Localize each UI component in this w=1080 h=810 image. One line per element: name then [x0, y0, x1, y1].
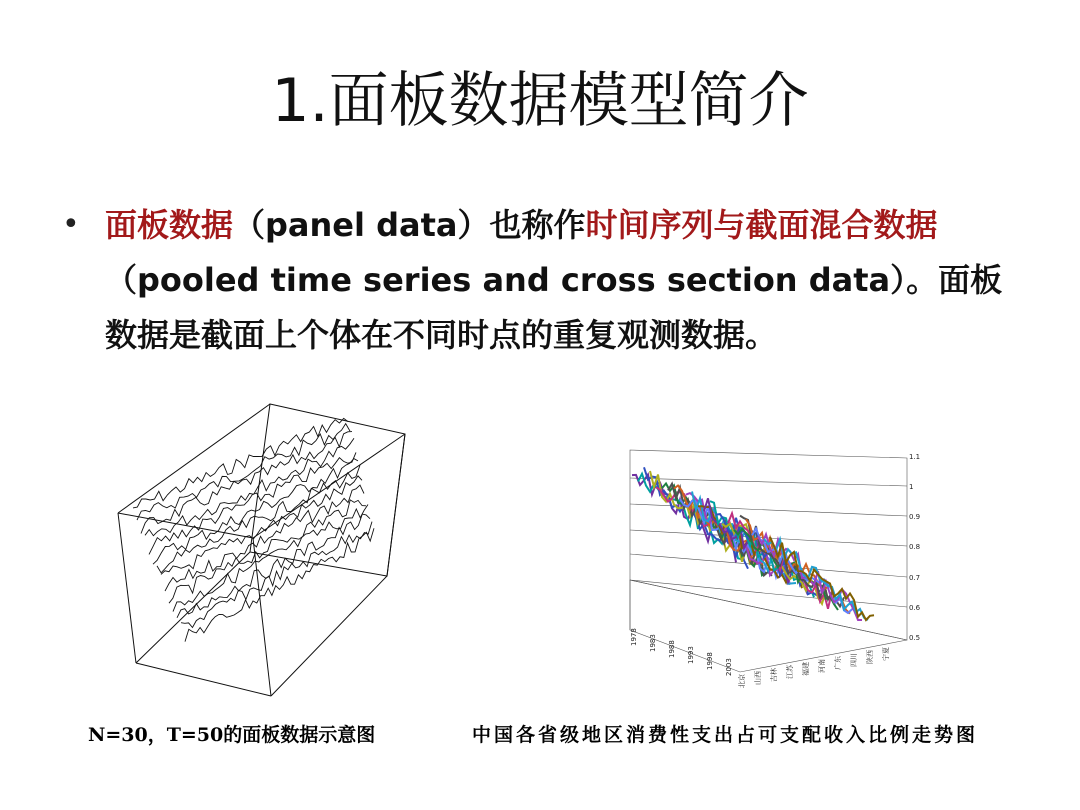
left-figure-caption: N=30，T=50的面板数据示意图	[88, 724, 376, 746]
schematic-series-line	[181, 522, 372, 628]
region-tick-label: 广东	[834, 656, 842, 670]
year-tick-label: 1993	[687, 646, 695, 664]
region-tick-label: 江苏	[786, 665, 794, 679]
z-tick-label: 0.7	[909, 574, 921, 582]
z-tick-label: 0.5	[909, 634, 921, 642]
bullet-paragraph	[62, 198, 1012, 363]
year-tick-label: 1988	[668, 640, 676, 658]
year-tick-label: 1983	[649, 634, 657, 652]
region-tick-label: 河南	[818, 659, 826, 673]
year-tick-label: 2003	[725, 658, 733, 676]
schematic-series-line	[149, 452, 356, 554]
z-tick-label: 1.1	[909, 453, 921, 461]
region-tick-label: 山西	[754, 671, 762, 685]
region-tick-label: 四川	[850, 653, 858, 667]
consumption-ratio-3d-chart	[620, 440, 935, 690]
schematic-series-line	[141, 432, 352, 534]
z-tick-label: 0.8	[909, 543, 921, 551]
region-tick-label: 宁夏	[882, 647, 890, 661]
term-pooled-data: 时间序列与截面混合数据	[585, 206, 938, 244]
right-figure-caption: 中国各省级地区消费性支出占可支配收入比例走势图	[472, 724, 979, 746]
year-tick-label: 1998	[706, 652, 714, 670]
bullet-seg-2: （panel data）也称作	[233, 206, 586, 244]
region-tick-label: 福建	[802, 662, 810, 676]
bullet-text	[105, 198, 1012, 363]
schematic-series-line	[185, 528, 374, 641]
z-tick-label: 0.6	[909, 604, 921, 612]
bullet-dot-icon: •	[62, 207, 80, 242]
panel-data-3d-schematic	[108, 398, 413, 703]
slide-title: 1.面板数据模型简介	[271, 66, 809, 136]
year-tick-label: 1978	[630, 628, 638, 646]
region-tick-label: 北京	[738, 674, 746, 688]
term-panel-data: 面板数据	[105, 206, 234, 244]
bullet-seg-4: （pooled time series and cross section data）。面板数据是截面上个体在不同时点的重复观测数据。	[105, 261, 1003, 354]
z-tick-label: 1	[909, 483, 914, 491]
region-tick-label: 吉林	[770, 668, 778, 682]
z-tick-label: 0.9	[909, 513, 921, 521]
schematic-series-line	[169, 500, 366, 603]
region-tick-label: 陕西	[866, 650, 874, 664]
